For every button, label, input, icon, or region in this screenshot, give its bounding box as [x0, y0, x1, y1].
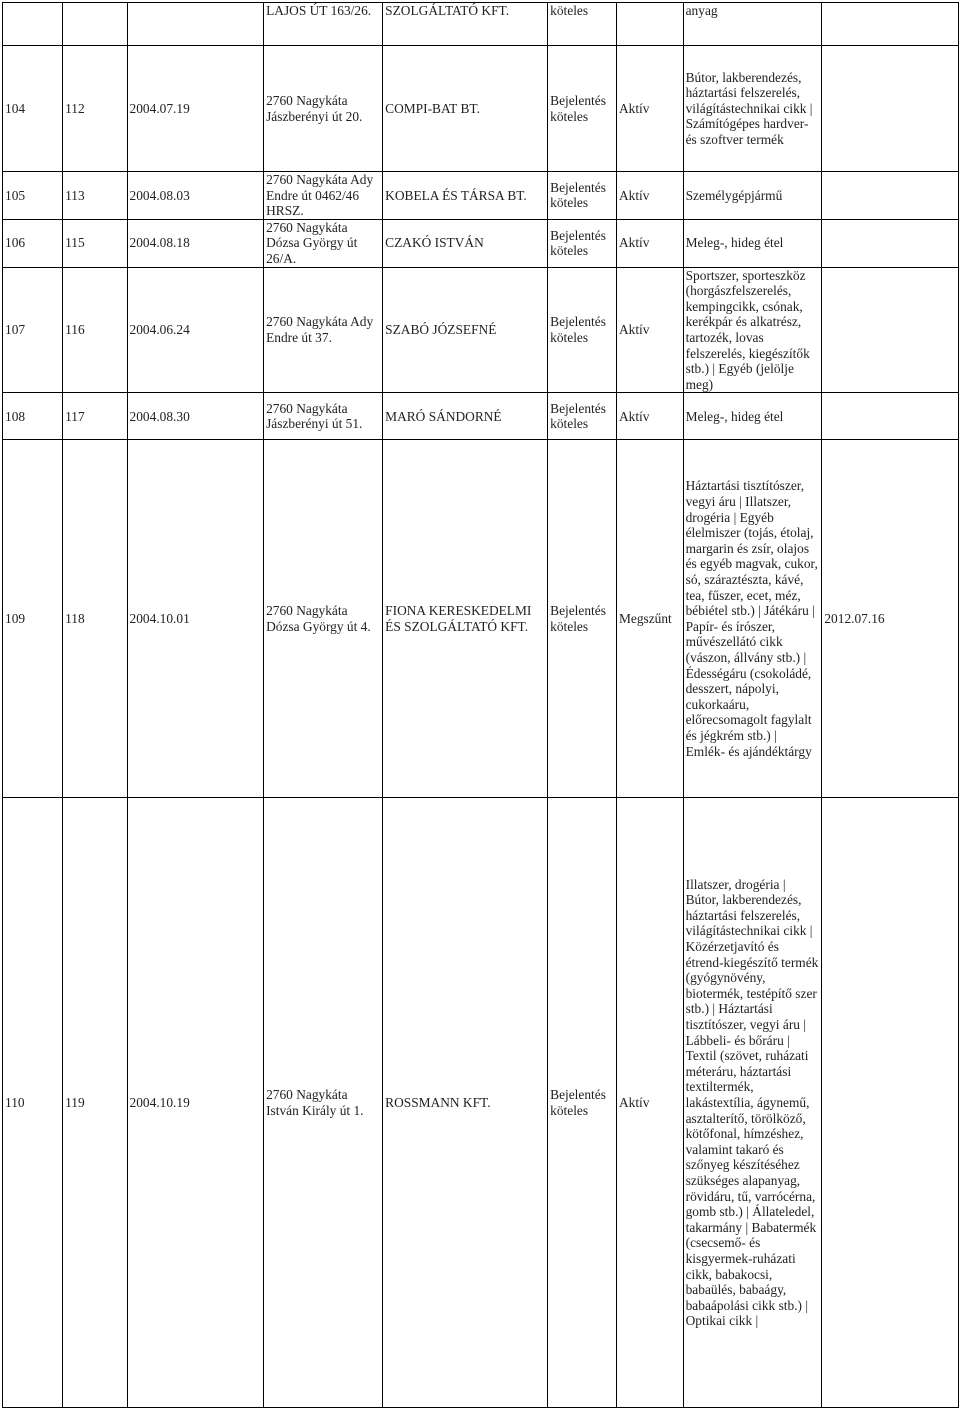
- cell-megszunes: 2012.07.16: [822, 440, 959, 798]
- table-row: [3, 798, 959, 1408]
- cell-datum: 2004.08.30: [127, 393, 264, 440]
- cell-nev: FIONA KERESKEDELMI ÉS SZOLGÁLTATÓ KFT.: [383, 440, 548, 798]
- cell-termekkor: Illatszer, drogéria | Bútor, lakberendezés, háztartási felszerelés, világítástechnikai cikk | Közérzetjavító és étrend-kiegészítő termék (gyógynövény, biotermék, testépítő szer stb.) | Háztartási tisztítószer, vegyi áru | Lábbeli- és bőráru | Textil (szövet, ruházati méteráru, háztartási textiltermék, lakástextília, ágynemű, asztalterítő, törölköző, kötőfonal, hímzéshez, valamint takaró és szőnyeg készítéséhez szükséges alapanyag, rövidáru, tű, varrócérna, gomb stb.) | Állateledel, takarmány | Babatermék (csecsemő- és kisgyermek-ruházati cikk, babakocsi, babaülés, babaágy, babaápolási cikk stb.) | Optikai cikk |: [683, 798, 822, 1408]
- cell-termekkor: anyag: [683, 3, 822, 46]
- table-row: [3, 172, 959, 220]
- cell-datum: 2004.08.03: [127, 172, 264, 220]
- cell-bejelentes: Bejelentés köteles: [548, 219, 617, 267]
- table-row: [3, 46, 959, 172]
- cell-megszunes: [822, 267, 959, 393]
- cell-datum: [127, 3, 264, 46]
- cell-cim: 2760 Nagykáta Jászberényi út 51.: [264, 393, 383, 440]
- cell-bejelentes: Bejelentés köteles: [548, 267, 617, 393]
- cell-cim: 2760 Nagykáta Jászberényi út 20.: [264, 46, 383, 172]
- cell-datum: 2004.08.18: [127, 219, 264, 267]
- cell-statusz: Aktív: [616, 267, 683, 393]
- cell-bejelentes: Bejelentés köteles: [548, 46, 617, 172]
- cell-termekkor: Sportszer, sporteszköz (horgászfelszerelés, kempingcikk, csónak, kerékpár és alkatrész, tartozék, lovas felszerelés, kiegészítők stb.) | Egyéb (jelölje meg): [683, 267, 822, 393]
- cell-sorszam: 108: [3, 393, 63, 440]
- cell-megszunes: [822, 46, 959, 172]
- cell-sorszam: 106: [3, 219, 63, 267]
- table-row: [3, 440, 959, 798]
- cell-nev: SZABÓ JÓZSEFNÉ: [383, 267, 548, 393]
- cell-statusz: Megszűnt: [616, 440, 683, 798]
- cell-sorszam: 109: [3, 440, 63, 798]
- cell-nev: COMPI-BAT BT.: [383, 46, 548, 172]
- cell-statusz: Aktív: [616, 46, 683, 172]
- cell-bejelentes: Bejelentés köteles: [548, 172, 617, 220]
- cell-megszunes: [822, 393, 959, 440]
- cell-cim: 2760 Nagykáta Ady Endre út 0462/46 HRSZ.: [264, 172, 383, 220]
- cell-sorszam: 105: [3, 172, 63, 220]
- cell-bejelentes: Bejelentés köteles: [548, 798, 617, 1408]
- cell-sorszam: [3, 3, 63, 46]
- cell-statusz: Aktív: [616, 393, 683, 440]
- cell-nyilvantartasi: 119: [63, 798, 127, 1408]
- cell-nyilvantartasi: [63, 3, 127, 46]
- cell-statusz: Aktív: [616, 219, 683, 267]
- cell-termekkor: Meleg-, hideg étel: [683, 393, 822, 440]
- cell-megszunes: [822, 172, 959, 220]
- cell-nyilvantartasi: 117: [63, 393, 127, 440]
- cell-nev: ROSSMANN KFT.: [383, 798, 548, 1408]
- cell-statusz: Aktív: [616, 172, 683, 220]
- cell-datum: 2004.06.24: [127, 267, 264, 393]
- cell-statusz: Aktív: [616, 798, 683, 1408]
- cell-nyilvantartasi: 116: [63, 267, 127, 393]
- cell-nyilvantartasi: 112: [63, 46, 127, 172]
- cell-datum: 2004.10.01: [127, 440, 264, 798]
- cell-termekkor: Háztartási tisztítószer, vegyi áru | Illatszer, drogéria | Egyéb élelmiszer (tojás, étolaj, margarin és zsír, olajos és egyéb magvak, cukor, só, száraztészta, kávé, tea, fűszer, ecet, méz, bébiétel stb.) | Játékáru | Papír- és írószer, művészellátó cikk (vászon, állvány stb.) | Édességáru (csokoládé, desszert, nápolyi, cukorkaáru, előrecsomagolt fagylalt és jégkrém stb.) | Emlék- és ajándéktárgy: [683, 440, 822, 798]
- cell-bejelentes: Bejelentés köteles: [548, 393, 617, 440]
- table-row: [3, 393, 959, 440]
- cell-cim: 2760 Nagykáta Dózsa György út 4.: [264, 440, 383, 798]
- cell-cim: LAJOS ÚT 163/26.: [264, 3, 383, 46]
- cell-bejelentes: Bejelentés köteles: [548, 440, 617, 798]
- cell-sorszam: 107: [3, 267, 63, 393]
- cell-cim: 2760 Nagykáta Dózsa György út 26/A.: [264, 219, 383, 267]
- cell-cim: 2760 Nagykáta Ady Endre út 37.: [264, 267, 383, 393]
- cell-cim: 2760 Nagykáta István Király út 1.: [264, 798, 383, 1408]
- cell-nev: KOBELA ÉS TÁRSA BT.: [383, 172, 548, 220]
- cell-termekkor: Személygépjármű: [683, 172, 822, 220]
- cell-sorszam: 110: [3, 798, 63, 1408]
- cell-datum: 2004.07.19: [127, 46, 264, 172]
- table-row: [3, 267, 959, 393]
- cell-megszunes: [822, 3, 959, 46]
- cell-nev: MARÓ SÁNDORNÉ: [383, 393, 548, 440]
- cell-nev: SZOLGÁLTATÓ KFT.: [383, 3, 548, 46]
- cell-sorszam: 104: [3, 46, 63, 172]
- cell-nyilvantartasi: 118: [63, 440, 127, 798]
- register-body: [3, 3, 959, 1408]
- cell-megszunes: [822, 219, 959, 267]
- cell-datum: 2004.10.19: [127, 798, 264, 1408]
- cell-statusz: [616, 3, 683, 46]
- cell-nyilvantartasi: 113: [63, 172, 127, 220]
- register-table: [2, 2, 959, 1408]
- cell-nyilvantartasi: 115: [63, 219, 127, 267]
- table-row: [3, 219, 959, 267]
- cell-termekkor: Bútor, lakberendezés, háztartási felszerelés, világítástechnikai cikk | Számítógépes hardver- és szoftver termék: [683, 46, 822, 172]
- cell-bejelentes: köteles: [548, 3, 617, 46]
- cell-megszunes: [822, 798, 959, 1408]
- cell-nev: CZAKÓ ISTVÁN: [383, 219, 548, 267]
- cell-termekkor: Meleg-, hideg étel: [683, 219, 822, 267]
- table-row-continuation: [3, 3, 959, 46]
